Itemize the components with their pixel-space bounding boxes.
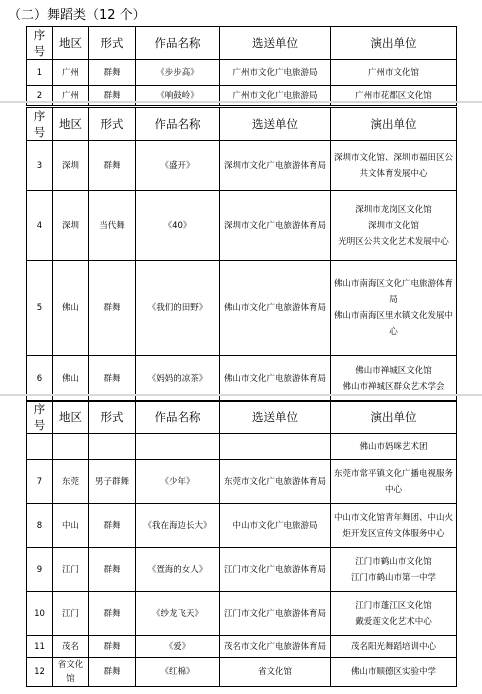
performer-cell [331,460,457,504]
form-cell: 群舞 [89,592,136,636]
table-row [27,261,457,356]
column-header: 序号 [27,27,53,60]
sender-cell: 中山市文化广电旅游局 [220,504,331,548]
column-header: 形式 [89,401,136,434]
region-cell: 江门 [53,592,89,636]
sender-cell: 广州市文化广电旅游局 [220,60,331,86]
performer-line: 茂名阳光舞蹈培训中心 [350,641,436,652]
form-cell: 群舞 [89,261,136,356]
region-cell: 广州 [53,86,89,106]
performer-line: 深圳市文化馆、深圳市福田区公 [333,152,453,163]
sender-cell: 江门市文化广电旅游体育局 [220,548,331,592]
sender-cell: 深圳市文化广电旅游体育局 [220,191,331,261]
column-header: 地区 [53,27,89,60]
table-row [27,548,457,592]
column-header: 地区 [53,401,89,434]
performer-line: 光明区公共文化艺术发展中心 [338,236,449,247]
row-number: 5 [27,261,53,356]
performer-cell [331,548,457,592]
column-header: 演出单位 [331,27,457,60]
work-title-cell: 《妈妈的凉茶》 [136,356,220,402]
work-title-cell: 《步步高》 [136,60,220,86]
performer-line: 江门市鹤山市文化馆 [355,556,432,567]
region-cell: 中山 [53,504,89,548]
work-title-cell: 《我在海边长大》 [136,504,220,548]
work-title-cell: 《我们的田野》 [136,261,220,356]
performer-line: 东莞市常平镇文化广播电视服务 [333,468,453,479]
performer-cell [331,261,457,356]
form-cell: 男子群舞 [89,460,136,504]
region-cell: 茂名 [53,636,89,658]
column-header: 选送单位 [220,27,331,60]
performer-line: 共文体育发展中心 [359,168,428,179]
sender-cell: 东莞市文化广电旅游体育局 [220,460,331,504]
performer-line: 中心 [384,484,402,495]
sender-cell: 广州市文化广电旅游局 [220,86,331,106]
performer-cell [331,434,457,460]
column-header: 演出单位 [331,401,457,434]
performer-line: 广州市文化馆 [367,67,419,78]
form-cell: 群舞 [89,658,136,687]
row-number: 8 [27,504,53,548]
performer-line: 心 [389,327,398,337]
sender-cell: 深圳市文化广电旅游体育局 [220,141,331,191]
work-title-cell: 《少年》 [136,460,220,504]
page-separator [0,101,482,103]
performer-line: 中山市文化馆青年舞团、中山火 [333,512,453,523]
table-row [27,191,457,261]
table-row [27,658,457,687]
form-cell: 群舞 [89,636,136,658]
table-row [27,636,457,658]
sender-cell: 省文化馆 [220,658,331,687]
region-cell: 深圳 [53,191,89,261]
column-header: 形式 [89,108,136,141]
sender-cell: 佛山市文化广电旅游体育局 [220,261,331,356]
table-row [27,592,457,636]
form-cell: 群舞 [89,548,136,592]
column-header: 序号 [27,108,53,141]
work-title-cell: 《纱龙飞天》 [136,592,220,636]
table-row [27,60,457,86]
performer-cell [331,504,457,548]
table-page-3 [26,400,456,687]
row-number: 6 [27,356,53,402]
performer-cell [331,636,457,658]
performer-line: 佛山市禅城区文化馆 [355,365,432,376]
table-header-row [27,108,457,141]
work-title-cell: 《爱》 [136,636,220,658]
region-cell: 深圳 [53,141,89,191]
row-number: 7 [27,460,53,504]
sender-cell: 江门市文化广电旅游体育局 [220,592,331,636]
region-cell: 佛山 [53,261,89,356]
row-number: 12 [27,658,53,687]
work-title-cell: 《红棉》 [136,658,220,687]
region-cell: 广州 [53,60,89,86]
performer-line: 江门市鹤山市第一中学 [350,572,436,583]
region-cell: 佛山 [53,356,89,402]
performer-cell [331,141,457,191]
performer-line: 佛山市禅城区群众艺术学会 [342,381,445,392]
sender-cell: 佛山市文化广电旅游体育局 [220,356,331,402]
row-number: 4 [27,191,53,261]
column-header: 形式 [89,27,136,60]
table-row [27,434,457,460]
page-separator [0,394,482,396]
table-row [27,504,457,548]
performer-line: 广州市花都区文化馆 [355,90,432,101]
column-header: 作品名称 [136,27,220,60]
work-title-cell: 《响鼓岭》 [136,86,220,106]
work-title-cell: 《40》 [136,191,220,261]
form-cell: 群舞 [89,504,136,548]
performer-line: 深圳市文化馆 [367,220,419,231]
sender-cell [220,434,331,460]
dance-table-2 [26,107,457,402]
region-cell: 省文化馆 [53,658,89,687]
row-number: 11 [27,636,53,658]
table-row [27,141,457,191]
performer-line: 炬开发区宣传文体服务中心 [342,528,445,539]
form-cell: 群舞 [89,356,136,402]
table-header-row [27,401,457,434]
row-number: 10 [27,592,53,636]
dance-table-1 [26,26,457,106]
performer-cell [331,60,457,86]
form-cell: 群舞 [89,141,136,191]
row-number: 2 [27,86,53,106]
region-cell [53,434,89,460]
performer-line: 江门市蓬江区文化馆 [355,600,432,611]
performer-line: 佛山市南海区文化广电旅游体育 [333,279,453,289]
performer-cell [331,658,457,687]
sender-cell: 茂名市文化广电旅游体育局 [220,636,331,658]
work-title-cell: 《疍海的女人》 [136,548,220,592]
work-title-cell: 《盛开》 [136,141,220,191]
row-number: 1 [27,60,53,86]
column-header: 选送单位 [220,108,331,141]
form-cell: 群舞 [89,86,136,106]
performer-line: 佛山市妈咪艺术团 [359,441,428,452]
performer-line: 佛山市南海区里水镇文化发展中 [333,311,453,321]
performer-cell [331,191,457,261]
column-header: 地区 [53,108,89,141]
performer-cell [331,592,457,636]
region-cell: 江门 [53,548,89,592]
column-header: 演出单位 [331,108,457,141]
row-number: 3 [27,141,53,191]
region-cell: 东莞 [53,460,89,504]
form-cell [89,434,136,460]
form-cell: 群舞 [89,60,136,86]
table-page-1 [26,26,456,106]
form-cell: 当代舞 [89,191,136,261]
performer-line: 局 [389,295,398,305]
work-title-cell [136,434,220,460]
column-header: 选送单位 [220,401,331,434]
performer-line: 深圳市龙岗区文化馆 [355,204,432,215]
dance-table-3 [26,400,457,687]
column-header: 作品名称 [136,108,220,141]
table-row [27,460,457,504]
column-header: 作品名称 [136,401,220,434]
table-header-row [27,27,457,60]
row-number: 9 [27,548,53,592]
section-heading: （二）舞蹈类（12 个） [8,8,146,23]
performer-line: 佛山市顺德区实验中学 [350,667,436,677]
column-header: 序号 [27,401,53,434]
table-page-2 [26,107,456,402]
performer-line: 戴爱莲文化艺术中心 [355,616,432,627]
row-number [27,434,53,460]
